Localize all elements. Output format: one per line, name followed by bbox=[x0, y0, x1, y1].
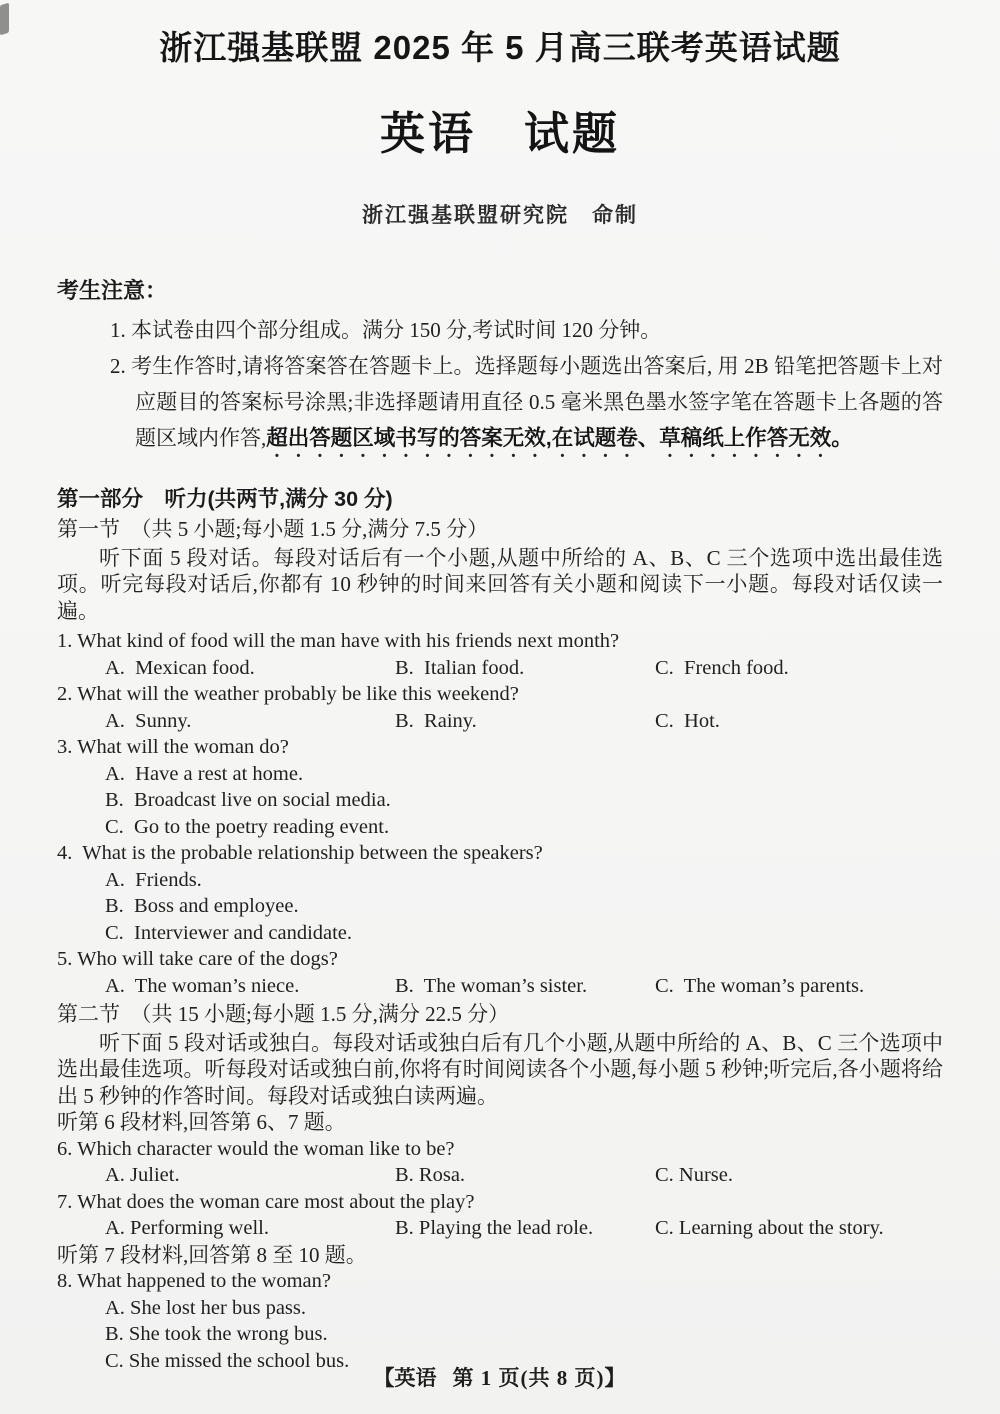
question-3 bbox=[57, 734, 943, 840]
question-4 bbox=[57, 840, 943, 946]
question-7 bbox=[57, 1189, 943, 1242]
options-stack bbox=[57, 1295, 943, 1375]
question-8 bbox=[57, 1268, 943, 1374]
question-1 bbox=[57, 628, 943, 681]
options-row bbox=[57, 973, 943, 1000]
candidate-notice bbox=[57, 276, 943, 462]
part1-heading: 第一部分 听力(共两节,满分 30 分) bbox=[57, 487, 393, 511]
material-6-line: 听第 6 段材料,回答第 6、7 题。 bbox=[57, 1110, 346, 1134]
question-text: 5. Who will take care of the dogs? bbox=[57, 948, 338, 970]
option-c: C. French food. bbox=[655, 656, 789, 679]
footer-page-indicator: 第 1 页(共 8 页)】 bbox=[452, 1366, 627, 1390]
question-text: 7. What does the woman care most about the play? bbox=[57, 1190, 475, 1213]
option-a: A. Juliet. bbox=[105, 1164, 180, 1186]
question-list bbox=[57, 628, 943, 1374]
options-row bbox=[57, 1215, 943, 1242]
option-a: A. Sunny. bbox=[105, 709, 192, 732]
options-row bbox=[57, 1162, 943, 1189]
notice-heading: 考生注意： bbox=[57, 278, 168, 303]
page-content bbox=[57, 276, 943, 1374]
option-c: C. Learning about the story. bbox=[655, 1217, 884, 1239]
paper-title: 英语 试题 bbox=[379, 109, 620, 159]
question-text: 4. What is the probable relationship between the speakers? bbox=[57, 842, 543, 864]
question-text: 2. What will the weather probably be like this weekend? bbox=[57, 683, 519, 705]
notice-item-1: 1. 本试卷由四个部分组成。满分 150 分,考试时间 120 分钟。 bbox=[110, 318, 662, 342]
question-6 bbox=[57, 1136, 943, 1189]
options-row bbox=[57, 655, 943, 682]
option-c: C. Hot. bbox=[655, 709, 720, 732]
option-c: C. Interviewer and candidate. bbox=[105, 921, 353, 944]
notice-items bbox=[110, 312, 943, 462]
option-b: B. She took the wrong bus. bbox=[105, 1323, 328, 1345]
section2-heading: 第二节 （共 15 小题;每小题 1.5 分,满分 22.5 分） bbox=[57, 1002, 510, 1026]
question-text: 8. What happened to the woman? bbox=[57, 1270, 332, 1292]
material-7-line: 听第 7 段材料,回答第 8 至 10 题。 bbox=[57, 1242, 367, 1267]
option-a: A. The woman’s niece. bbox=[105, 974, 300, 997]
option-a: A. Mexican food. bbox=[105, 656, 255, 679]
option-b: B. Boss and employee. bbox=[105, 895, 299, 917]
section2-instructions: 听下面 5 段对话或独白。每段对话或独白后有几个小题,从题中所给的 A、B、C 三个选项中选出最佳选项。听每段对话或独白前,你将有时间阅读各个小题,每小题 5 秒钟;听完后,各小题将给出 5 秒钟的作答时间。每段对话或独白读两遍。 bbox=[57, 1030, 943, 1108]
option-c: C. Go to the poetry reading event. bbox=[105, 815, 390, 838]
option-b: B. Playing the lead role. bbox=[395, 1217, 594, 1239]
option-a: A. Friends. bbox=[105, 868, 202, 891]
options-stack bbox=[57, 761, 943, 841]
section1-instructions: 听下面 5 段对话。每段对话后有一个小题,从题中所给的 A、B、C 三个选项中选出最佳选项。听完每段对话后,你都有 10 秒钟的时间来回答有关小题和阅读下一小题。每段对话仅读一遍。 bbox=[57, 545, 943, 623]
question-text: 1. What kind of food will the man have with his friends next month? bbox=[57, 630, 620, 652]
notice-item-2 bbox=[110, 348, 943, 462]
question-2 bbox=[57, 681, 943, 734]
option-c: C. Nurse. bbox=[655, 1164, 734, 1186]
options-row bbox=[57, 708, 943, 735]
question-5 bbox=[57, 946, 943, 999]
option-b: B. Broadcast live on social media. bbox=[105, 789, 391, 811]
option-a: A. Have a rest at home. bbox=[105, 762, 304, 785]
option-a: A. Performing well. bbox=[105, 1217, 269, 1239]
footer-subject-label: 【英语 bbox=[373, 1367, 437, 1390]
notice-item-2-text: 2. 考生作答时,请将答案答在答题卡上。选择题每小题选出答案后, 用 2B 铅笔把答题卡上对应题目的答案标号涂黑;非选择题请用直径 0.5 毫米黑色墨水签字笔在答题卡上各题的答题区域内作答, bbox=[110, 354, 943, 450]
options-stack bbox=[57, 867, 943, 947]
question-text: 3. What will the woman do? bbox=[57, 736, 289, 758]
exam-series-title: 浙江强基联盟 2025 年 5 月高三联考英语试题 bbox=[159, 29, 841, 66]
section1-heading: 第一节 （共 5 小题;每小题 1.5 分,满分 7.5 分） bbox=[57, 517, 489, 541]
scan-edge-artifact bbox=[0, 3, 9, 36]
issuer-line: 浙江强基联盟研究院 命制 bbox=[362, 204, 638, 227]
option-c: C. The woman’s parents. bbox=[655, 974, 865, 997]
question-text: 6. Which character would the woman like to be? bbox=[57, 1137, 455, 1160]
option-b: B. The woman’s sister. bbox=[395, 974, 588, 997]
page-footer bbox=[0, 1364, 1000, 1393]
option-b: B. Rosa. bbox=[395, 1164, 466, 1186]
option-c: C. She missed the school bus. bbox=[105, 1349, 350, 1372]
option-b: B. Rainy. bbox=[395, 709, 477, 732]
option-b: B. Italian food. bbox=[395, 656, 525, 679]
option-a: A. She lost her bus pass. bbox=[105, 1296, 307, 1319]
notice-item-2-emphasized-text: 超出答题区域书写的答案无效,在试题卷、草稿纸上作答无效。 bbox=[266, 426, 853, 450]
